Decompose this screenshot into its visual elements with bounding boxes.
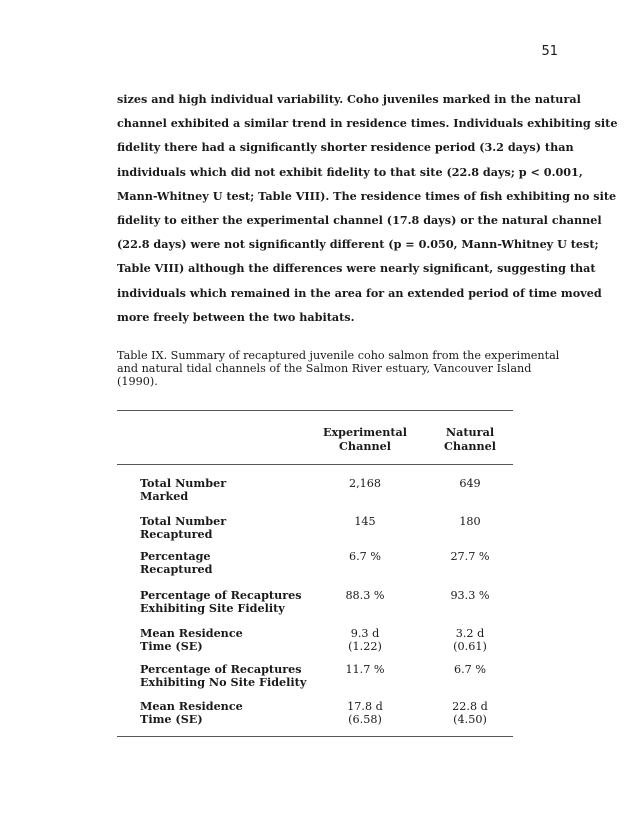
cell-value: 9.3 d bbox=[350, 627, 380, 640]
cell-natural bbox=[420, 477, 520, 490]
table-row-label bbox=[140, 627, 243, 653]
cell-value: 17.8 d bbox=[347, 700, 383, 713]
paragraph-line: individuals which remained in the area for an extended period of time moved bbox=[117, 285, 602, 300]
row-label-line: Percentage bbox=[140, 549, 211, 563]
paragraph-line: more freely between the two habitats. bbox=[117, 309, 355, 324]
row-label-line: Percentage of Recaptures bbox=[140, 662, 302, 676]
table-bottom-rule bbox=[117, 736, 513, 737]
paragraph-line: individuals which did not exhibit fidelity to that site (22.8 days; p < 0.001, bbox=[117, 164, 583, 179]
cell-value: 145 bbox=[354, 515, 376, 528]
cell-value: 27.7 % bbox=[450, 550, 490, 563]
cell-natural bbox=[420, 550, 520, 563]
column-header-line: Natural bbox=[445, 425, 495, 439]
paragraph-line: sizes and high individual variability. Coho juveniles marked in the natural bbox=[117, 92, 581, 106]
table-row-label bbox=[140, 550, 212, 576]
column-header-line: Experimental bbox=[322, 425, 408, 439]
column-header-experimental bbox=[315, 425, 415, 453]
paragraph-line: fidelity there had a significantly shorter residence period (3.2 days) than bbox=[117, 140, 574, 155]
cell-value: 6.7 % bbox=[349, 550, 381, 563]
row-label-line: Recaptured bbox=[140, 562, 213, 576]
row-label-line: Exhibiting No Site Fidelity bbox=[140, 675, 307, 689]
paragraph-line: channel exhibited a similar trend in residence times. Individuals exhibiting site bbox=[117, 116, 618, 131]
table-row-label bbox=[140, 589, 302, 615]
table-header-rule bbox=[117, 464, 513, 465]
cell-value: (0.61) bbox=[453, 640, 487, 653]
row-label-line: Total Number bbox=[140, 476, 227, 490]
row-label-line: Marked bbox=[140, 489, 189, 503]
cell-value: 93.3 % bbox=[450, 589, 490, 602]
cell-natural bbox=[420, 515, 520, 528]
table-row-label bbox=[140, 700, 243, 726]
cell-natural bbox=[420, 663, 520, 676]
cell-experimental bbox=[315, 700, 415, 726]
cell-value: 11.7 % bbox=[345, 663, 385, 676]
cell-value: 180 bbox=[459, 515, 481, 528]
row-label-line: Percentage of Recaptures bbox=[140, 588, 302, 602]
cell-value: 2,168 bbox=[348, 477, 382, 490]
cell-natural bbox=[420, 589, 520, 602]
row-label-line: Mean Residence bbox=[140, 626, 243, 640]
cell-natural bbox=[420, 700, 520, 726]
column-header-line: Channel bbox=[444, 439, 496, 453]
row-label-line: Recaptured bbox=[140, 527, 213, 541]
cell-value: 6.7 % bbox=[454, 663, 486, 676]
column-header-line: Channel bbox=[339, 439, 391, 453]
column-header-natural bbox=[420, 425, 520, 453]
page-number: 51 bbox=[541, 44, 558, 59]
row-label-line: Exhibiting Site Fidelity bbox=[140, 601, 285, 615]
table-row-label bbox=[140, 515, 226, 541]
cell-value: 88.3 % bbox=[345, 589, 385, 602]
row-label-line: Time (SE) bbox=[140, 639, 203, 653]
cell-value: 3.2 d bbox=[455, 627, 485, 640]
table-caption bbox=[117, 349, 560, 388]
cell-value: (4.50) bbox=[453, 713, 487, 726]
row-label-line: Time (SE) bbox=[140, 712, 203, 726]
cell-value: 22.8 d bbox=[452, 700, 488, 713]
cell-value: 649 bbox=[459, 477, 481, 490]
paragraph-line: Mann-Whitney U test; Table VIII). The residence times of fish exhibiting no site bbox=[117, 188, 617, 203]
row-label-line: Total Number bbox=[140, 514, 227, 528]
caption-line: and natural tidal channels of the Salmon River estuary, Vancouver Island bbox=[117, 362, 532, 375]
caption-line: Table IX. Summary of recaptured juvenile coho salmon from the experimental bbox=[117, 349, 560, 362]
cell-value: (1.22) bbox=[348, 640, 382, 653]
table-top-rule bbox=[117, 410, 513, 411]
body-paragraph bbox=[117, 87, 618, 329]
cell-experimental bbox=[315, 477, 415, 490]
cell-value: (6.58) bbox=[348, 713, 382, 726]
cell-experimental bbox=[315, 663, 415, 676]
cell-experimental bbox=[315, 589, 415, 602]
cell-experimental bbox=[315, 515, 415, 528]
cell-experimental bbox=[315, 627, 415, 653]
paragraph-line: (22.8 days) were not significantly different (p = 0.050, Mann-Whitney U test; bbox=[117, 237, 599, 252]
cell-experimental bbox=[315, 550, 415, 563]
table-row-label bbox=[140, 477, 226, 503]
paragraph-line: fidelity to either the experimental channel (17.8 days) or the natural channel bbox=[117, 213, 602, 228]
row-label-line: Mean Residence bbox=[140, 699, 243, 713]
caption-line: (1990). bbox=[117, 375, 158, 388]
paragraph-line: Table VIII) although the differences were nearly significant, suggesting that bbox=[117, 261, 596, 276]
table-row-label bbox=[140, 663, 306, 689]
cell-natural bbox=[420, 627, 520, 653]
